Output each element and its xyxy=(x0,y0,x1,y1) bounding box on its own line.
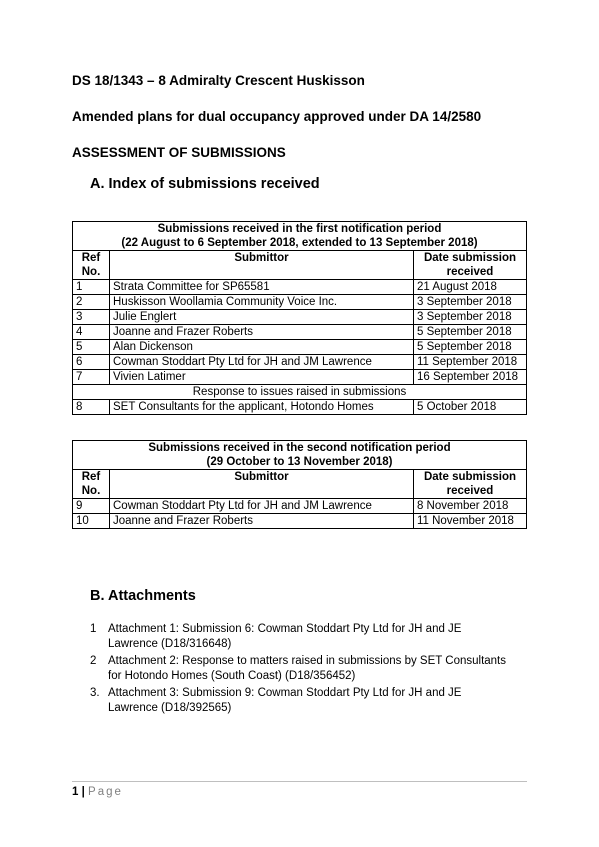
list-item xyxy=(90,654,510,684)
row-date: 8 November 2018 xyxy=(413,499,526,514)
document-title: DS 18/1343 – 8 Admiralty Crescent Huskisson xyxy=(72,73,365,88)
list-item-number: 1 xyxy=(90,623,97,635)
table-row xyxy=(73,325,527,340)
table-title-row xyxy=(73,222,527,251)
table-header-row xyxy=(73,470,527,499)
table-row xyxy=(73,340,527,355)
page-label: Page xyxy=(88,786,123,798)
row-date: 3 September 2018 xyxy=(413,295,526,310)
row-ref: 8 xyxy=(73,400,110,415)
table-row xyxy=(73,355,527,370)
row-ref: 5 xyxy=(73,340,110,355)
table-row xyxy=(73,370,527,385)
table-title-line2: (22 August to 6 September 2018, extended to 13 September 2018) xyxy=(121,237,478,249)
table-row xyxy=(73,499,527,514)
col-ref-header: Ref No. xyxy=(73,251,110,280)
row-ref: 6 xyxy=(73,355,110,370)
row-submittor: Joanne and Frazer Roberts xyxy=(110,325,414,340)
section-b-heading: B. Attachments xyxy=(90,588,196,604)
table-title-line1: Submissions received in the second notification period xyxy=(148,442,451,454)
row-submittor: SET Consultants for the applicant, Hotondo Homes xyxy=(110,400,414,415)
response-heading: Response to issues raised in submissions xyxy=(73,385,527,400)
list-item xyxy=(90,686,510,716)
list-item-text: Attachment 2: Response to matters raised in submissions by SET Consultants for Hotondo Homes (South Coast) (D18/356452) xyxy=(108,655,507,682)
row-ref: 9 xyxy=(73,499,110,514)
page-number: 1 xyxy=(72,786,79,798)
footer-divider xyxy=(72,781,527,782)
table-header-row xyxy=(73,251,527,280)
col-date-header: Date submission received xyxy=(413,470,526,499)
table-title-row xyxy=(73,441,527,470)
assessment-heading: ASSESSMENT OF SUBMISSIONS xyxy=(72,145,286,160)
row-date: 16 September 2018 xyxy=(413,370,526,385)
col-submittor-header: Submittor xyxy=(110,251,414,280)
row-date: 11 September 2018 xyxy=(413,355,526,370)
attachments-list xyxy=(90,622,510,718)
row-submittor: Strata Committee for SP65581 xyxy=(110,280,414,295)
col-ref-header: Ref No. xyxy=(73,470,110,499)
row-date: 5 October 2018 xyxy=(413,400,526,415)
row-submittor: Joanne and Frazer Roberts xyxy=(110,514,414,529)
table-title xyxy=(73,222,527,251)
list-item-text: Attachment 3: Submission 9: Cowman Stoddart Pty Ltd for JH and JE Lawrence (D18/392565) xyxy=(108,687,462,714)
list-item xyxy=(90,622,510,652)
row-submittor: Vivien Latimer xyxy=(110,370,414,385)
table-row xyxy=(73,310,527,325)
list-item-number: 2 xyxy=(90,655,97,667)
row-ref: 10 xyxy=(73,514,110,529)
row-ref: 3 xyxy=(73,310,110,325)
col-submittor-header: Submittor xyxy=(110,470,414,499)
table-title-line1: Submissions received in the first notification period xyxy=(157,223,442,235)
first-period-table xyxy=(72,221,527,415)
row-ref: 4 xyxy=(73,325,110,340)
row-submittor: Cowman Stoddart Pty Ltd for JH and JM Lawrence xyxy=(110,499,414,514)
table-row xyxy=(73,514,527,529)
row-submittor: Huskisson Woollamia Community Voice Inc. xyxy=(110,295,414,310)
row-date: 5 September 2018 xyxy=(413,340,526,355)
row-submittor: Cowman Stoddart Pty Ltd for JH and JM Lawrence xyxy=(110,355,414,370)
row-ref: 7 xyxy=(73,370,110,385)
row-submittor: Julie Englert xyxy=(110,310,414,325)
section-a-heading: A. Index of submissions received xyxy=(90,176,320,192)
table-title-line2: (29 October to 13 November 2018) xyxy=(206,456,393,468)
table-title xyxy=(73,441,527,470)
document-subtitle: Amended plans for dual occupancy approved under DA 14/2580 xyxy=(72,109,482,124)
table-row xyxy=(73,280,527,295)
row-date: 11 November 2018 xyxy=(413,514,526,529)
row-date: 5 September 2018 xyxy=(413,325,526,340)
row-submittor: Alan Dickenson xyxy=(110,340,414,355)
page-footer xyxy=(72,786,123,798)
list-item-number: 3. xyxy=(90,687,100,699)
row-ref: 1 xyxy=(73,280,110,295)
list-item-text: Attachment 1: Submission 6: Cowman Stoddart Pty Ltd for JH and JE Lawrence (D18/316648) xyxy=(108,623,462,650)
col-date-header: Date submission received xyxy=(413,251,526,280)
footer-separator: | xyxy=(81,786,85,798)
second-period-table xyxy=(72,440,527,529)
row-date: 21 August 2018 xyxy=(413,280,526,295)
row-ref: 2 xyxy=(73,295,110,310)
table-row xyxy=(73,400,527,415)
row-date: 3 September 2018 xyxy=(413,310,526,325)
table-row xyxy=(73,295,527,310)
response-heading-row xyxy=(73,385,527,400)
